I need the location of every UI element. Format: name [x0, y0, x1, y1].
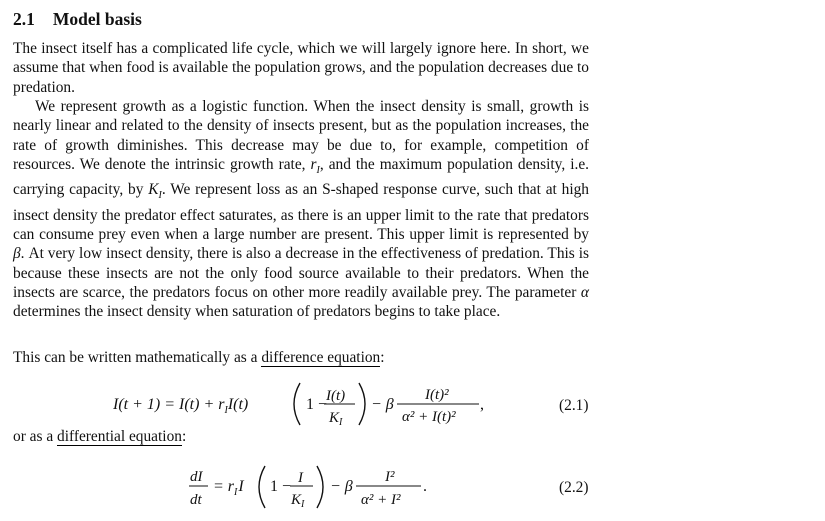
- growth-text-1: We represent growth as a logistic function. When the insect density is small, growth is nearly linear and related to the density of insects present, but as the population increases, the rate of growth diminishes. This decrease may be due to, for example, competition of resources. We denote the intrinsic growth rate,: [13, 98, 589, 173]
- equation-2-2-number: (2.2): [559, 479, 589, 496]
- eq2-one-minus: 1 −: [270, 478, 292, 495]
- eq2-rhs-start: = $r_II$: [213, 478, 244, 498]
- growth-text-3: . We represent loss as an S-shaped response curve, such that at high insect density the predator effect saturates, as there is an upper limit to the rate that predators can consume prey even when a large number are present. This upper limit is represented by: [13, 181, 589, 243]
- growth-text-2: , and the maximum population density, i.e. carrying capacity, by: [13, 155, 589, 199]
- eq1-frac-den: $K_I$: [329, 410, 343, 428]
- eq1-comma: ,: [480, 396, 484, 413]
- section-heading: [13, 8, 142, 30]
- symbol-beta: β: [13, 245, 21, 263]
- paragraph-difference-intro: This can be written mathematically as a difference equation:: [13, 349, 385, 366]
- section-title: Model basis: [52, 9, 142, 29]
- eq2-frac-num: I: [298, 470, 303, 486]
- eq2-frac-den: $K_I$: [291, 492, 305, 510]
- eq2-frac2-num: I²: [385, 469, 395, 485]
- eq2-period: .: [423, 478, 427, 495]
- equation-2-1-number: (2.1): [559, 397, 589, 414]
- equation-2-2-svg: [189, 458, 449, 516]
- eq1-left-paren: [294, 383, 300, 425]
- symbol-k: $K_I$: [148, 181, 162, 202]
- eq2-frac2-den: α² + I²: [361, 492, 401, 508]
- eq2-minus-beta: − β: [330, 478, 353, 495]
- eq1-one-minus: 1 −: [306, 396, 328, 413]
- differential-equation-link[interactable]: differential equation: [57, 428, 182, 445]
- differential-intro-text: or as a: [13, 428, 54, 445]
- eq1-frac-num: I(t): [326, 388, 346, 404]
- paragraph-life-cycle: The insect itself has a complicated life cycle, which we will largely ignore here. In short, we assume that when food is available the population grows, and the population decreases due to predation.: [13, 40, 589, 96]
- eq2-right-paren: [317, 466, 323, 508]
- eq2-d-num: dI: [190, 469, 203, 485]
- growth-text-5: determines the insect density when saturation of predators begins to take place.: [13, 303, 501, 321]
- paragraph-growth: [13, 97, 589, 321]
- eq2-left-paren: [259, 466, 265, 508]
- symbol-r: $r_I$: [310, 155, 320, 176]
- eq1-right-paren: [359, 383, 365, 425]
- difference-equation-link[interactable]: difference equation: [261, 349, 381, 366]
- eq1-minus-beta: − β: [371, 396, 394, 413]
- eq1-frac2-num: I(t)²: [425, 387, 449, 403]
- paragraph-differential-intro: or as a differential equation:: [13, 428, 187, 445]
- eq1-frac2-den: α² + I(t)²: [402, 409, 456, 425]
- section-number: 2.1: [13, 9, 35, 29]
- growth-text-4: . At very low insect density, there is also a decrease in the effectiveness of predation. This is because these insects are not the only food source available to their predators. When the insects are scarce, the predators focus on other more readily available prey. The parameter: [13, 245, 589, 301]
- equation-2-1-svg: [113, 375, 513, 433]
- eq1-lhs: $I(t + 1) = I(t) + r_II(t)$: [113, 396, 249, 416]
- difference-intro-text: This can be written mathematically as a: [13, 349, 258, 366]
- symbol-alpha: α: [580, 283, 590, 301]
- eq2-d-den: dt: [190, 492, 202, 508]
